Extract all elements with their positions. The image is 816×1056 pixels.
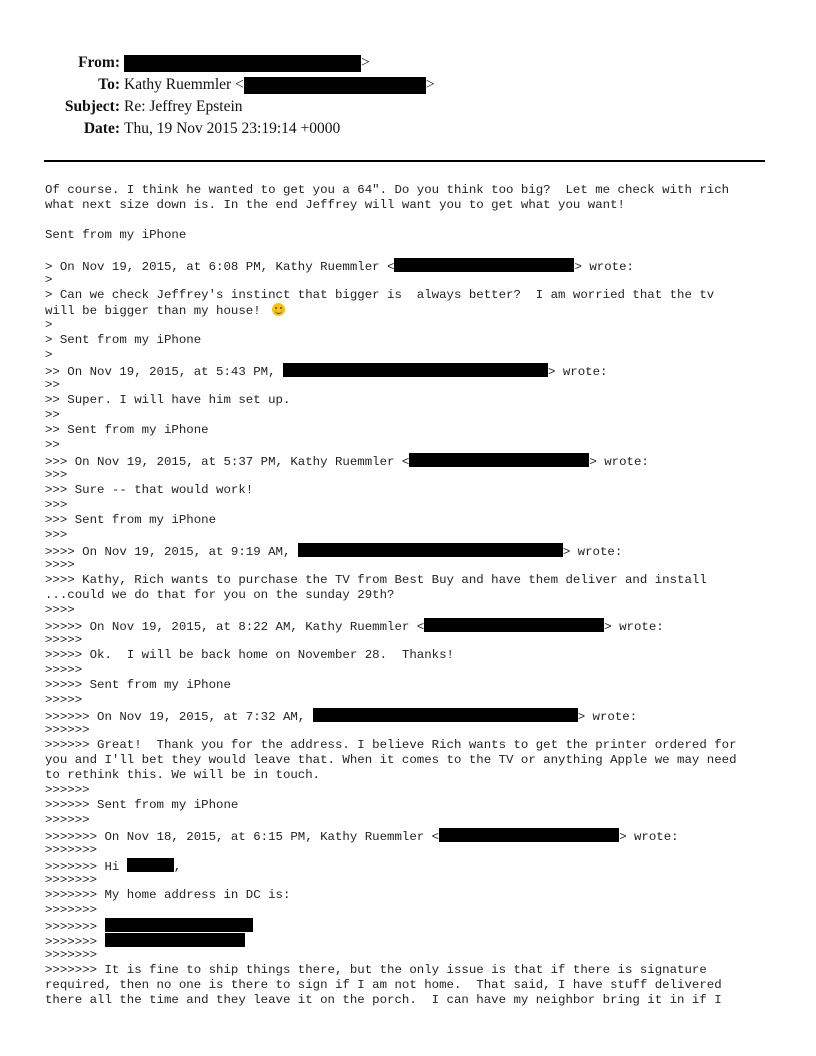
body-line: > [45,348,53,362]
header-divider [44,160,765,162]
quote-header-suffix: > wrote: [619,830,679,844]
body-line: >>> [45,468,68,482]
date-row [0,118,816,140]
body-line [45,303,785,318]
body-text: will be bigger than my house! [45,304,269,318]
from-suffix: > [361,54,370,71]
quote-header-line [45,708,785,723]
body-line: >>> [45,528,68,542]
to-name: Kathy Ruemmler < [124,76,244,93]
smiley-emoji-icon [272,303,285,316]
redaction-bar [313,708,578,722]
body-line: >> [45,438,60,452]
body-line: Of course. I think he wanted to get you a 64". Do you think too big? Let me check with rich [45,183,730,197]
quote-header-line [45,828,785,843]
redaction-bar [439,828,619,842]
address-line [45,933,785,948]
quote-header-line [45,258,785,273]
body-line: >>>>> [45,663,83,677]
to-suffix: > [425,76,435,93]
body-line: >>> [45,498,68,512]
quote-header-line [45,618,785,633]
quote-header-text: > On Nov 19, 2015, at 6:08 PM, Kathy Ruemmler < [45,260,395,274]
from-value [124,52,370,74]
address-prefix: >>>>>>> [45,935,105,949]
body-line: >>>>>> Great! Thank you for the address. I believe Rich wants to get the printer ordered for [45,738,737,752]
quote-header-suffix: > wrote: [562,545,623,559]
body-line: >>>>> [45,693,83,707]
to-value [124,74,435,96]
body-line [45,213,785,228]
body-line: there all the time and they leave it on the porch. I can have my neighbor bring it in if I [45,993,722,1007]
redaction-bar [394,258,574,272]
body-line: >>>>>> [45,723,90,737]
body-line: >>>> [45,558,75,572]
address-line [45,918,785,933]
redaction-bar [244,77,426,94]
greeting-text: >>>>>>> Hi [45,860,127,874]
body-line: >>>>>>> [45,948,98,962]
quote-header-line [45,363,785,378]
body-line: >> [45,378,60,392]
body-line: required, then no one is there to sign if I am not home. That said, I have stuff delivered [45,978,722,992]
from-row [0,52,816,74]
quote-header-text: >>>>> On Nov 19, 2015, at 8:22 AM, Kathy Ruemmler < [45,620,425,634]
quote-header-text: >>>>>> On Nov 19, 2015, at 7:32 AM, [45,710,313,724]
body-line: > Sent from my iPhone [45,333,202,347]
email-header [0,52,816,140]
body-line: >>>>> [45,633,83,647]
redaction-bar [127,858,174,872]
subject-value: Re: Jeffrey Epstein [124,98,243,115]
greeting-suffix: , [173,860,182,874]
greeting-line [45,858,785,873]
subject-label: Subject: [64,98,120,115]
body-line: to rethink this. We will be in touch. [45,768,321,782]
quote-header-text: >>>>>>> On Nov 18, 2015, at 6:15 PM, Kathy Ruemmler < [45,830,440,844]
quote-header-text: >>> On Nov 19, 2015, at 5:37 PM, Kathy Ruemmler < [45,455,410,469]
to-row [0,74,816,96]
body-line: >>>>> Sent from my iPhone [45,678,231,692]
body-line [45,243,785,258]
body-line: >>>>>>> It is fine to ship things there, but the only issue is that if there is signature [45,963,707,977]
to-label: To: [98,76,120,93]
redaction-bar [105,918,253,932]
quote-header-suffix: > wrote: [547,365,608,379]
quote-header-text: >>>> On Nov 19, 2015, at 9:19 AM, [45,545,298,559]
quote-header-line [45,453,785,468]
body-line: >>>>>>> [45,873,98,887]
quote-header-text: >> On Nov 19, 2015, at 5:43 PM, [45,365,283,379]
body-line: >>>>>> [45,813,90,827]
quote-header-suffix: > wrote: [589,455,649,469]
address-prefix: >>>>>>> [45,920,105,934]
body-line: >>>> [45,603,75,617]
body-line: >>>>>>> My home address in DC is: [45,888,291,902]
body-line: > Can we check Jeffrey's instinct that bigger is always better? I am worried that the tv [45,288,715,302]
body-line: >>>>>>> [45,843,98,857]
body-line: you and I'll bet they would leave that. When it comes to the TV or anything Apple we may need [45,753,737,767]
body-line: > [45,318,53,332]
body-line: >>>> Kathy, Rich wants to purchase the TV from Best Buy and have them deliver and install [45,573,707,587]
date-value: Thu, 19 Nov 2015 23:19:14 +0000 [124,120,341,137]
body-line: >> Sent from my iPhone [45,423,209,437]
from-label: From: [78,54,120,71]
body-line: >> [45,408,60,422]
quote-header-suffix: > wrote: [577,710,638,724]
redaction-bar [105,933,245,947]
body-line: what next size down is. In the end Jeffrey will want you to get what you want! [45,198,625,212]
redaction-bar [283,363,548,377]
quote-header-suffix: > wrote: [574,260,634,274]
quote-header-line [45,543,785,558]
body-line: >>>>>>> [45,903,98,917]
date-label: Date: [83,120,120,137]
redaction-bar [298,543,563,557]
body-line: >>> Sent from my iPhone [45,513,217,527]
body-line: >> Super. I will have him set up. [45,393,291,407]
body-line: >>>>>> [45,783,90,797]
email-body [45,183,785,1008]
redaction-bar [424,618,604,632]
redaction-bar [124,55,361,72]
body-line: Sent from my iPhone [45,228,187,242]
quote-header-suffix: > wrote: [604,620,664,634]
body-line: >>>>> Ok. I will be back home on November 28. Thanks! [45,648,454,662]
redaction-bar [409,453,589,467]
body-line: >>> Sure -- that would work! [45,483,254,497]
body-line: ...could we do that for you on the sunday 29th? [45,588,395,602]
body-line: >>>>>> Sent from my iPhone [45,798,239,812]
body-line: > [45,273,53,287]
subject-row [0,96,816,118]
